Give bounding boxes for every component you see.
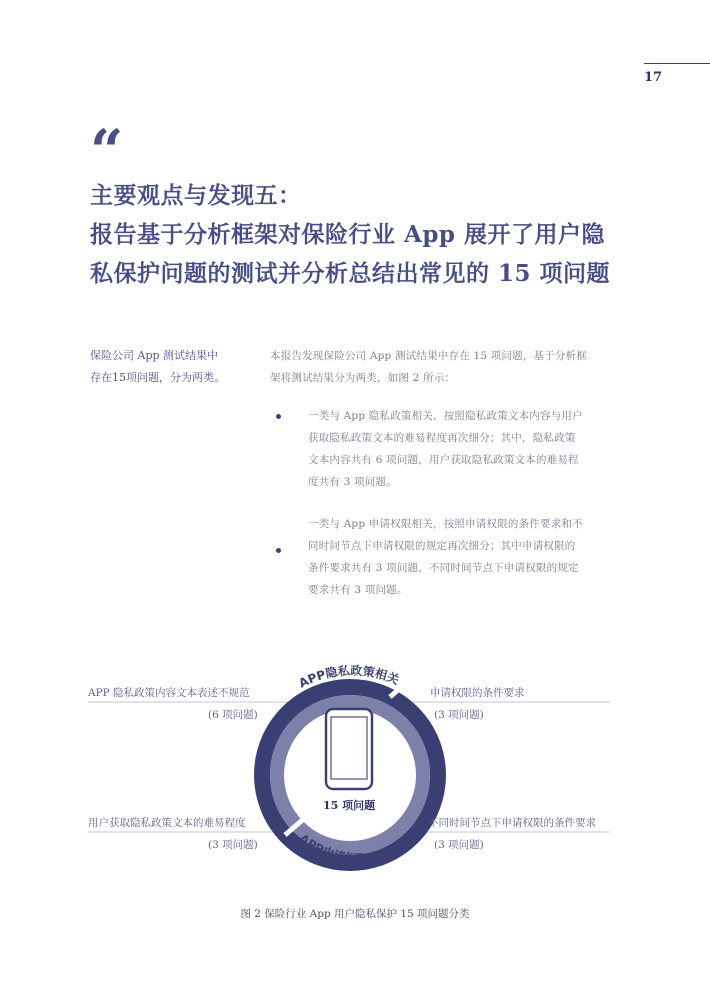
phone-icon bbox=[326, 709, 372, 789]
sidebar-line-2: 存在15项问题，分为两类。 bbox=[90, 371, 225, 384]
bullet-2-line-1: 一类与 App 申请权限相关，按照申请权限的条件要求和不 bbox=[308, 518, 583, 530]
figure-svg bbox=[80, 635, 625, 885]
center-label: 15 项问题 bbox=[323, 799, 376, 812]
count-bottom-left: (3 项问题) bbox=[208, 839, 258, 851]
bullet-1-line-2: 获取隐私政策文本的难易程度再次细分；其中，隐私政策 bbox=[308, 432, 576, 444]
figure-diagram bbox=[80, 635, 625, 885]
intro-line-1: 本报告发现保险公司 App 测试结果中存在 15 项问题，基于分析框 bbox=[270, 350, 588, 362]
figure-caption: 图 2 保险行业 App 用户隐私保护 15 项问题分类 bbox=[240, 908, 470, 920]
bullet-2-line-4: 要求共有 3 项问题。 bbox=[308, 584, 408, 596]
bullet-2-line-2: 同时间节点下申请权限的规定再次细分；其中申请权限的 bbox=[308, 540, 576, 552]
label-top-left: APP 隐私政策内容文本表述不规范 bbox=[88, 687, 250, 699]
heading-line-2: 报告基于分析框架对保险行业 App 展开了用户隐 bbox=[90, 221, 606, 248]
heading-line-3: 私保护问题的测试并分析总结出常见的 15 项问题 bbox=[90, 260, 611, 287]
intro-paragraph bbox=[270, 345, 620, 389]
intro-line-2: 架将测试结果分为两类，如图 2 所示： bbox=[270, 372, 456, 384]
page-rule bbox=[644, 63, 710, 64]
sidebar-summary bbox=[90, 345, 252, 389]
quote-mark: “ bbox=[90, 117, 124, 185]
count-top-left: (6 项问题) bbox=[208, 709, 258, 721]
page-number: 17 bbox=[644, 70, 663, 85]
sidebar-line-1: 保险公司 App 测试结果中 bbox=[90, 349, 219, 362]
arc-label-top: APP隐私政策相关 bbox=[296, 663, 402, 691]
heading-line-1: 主要观点与发现五： bbox=[90, 182, 302, 209]
bullet-1-line-3: 文本内容共有 6 项问题，用户获取隐私政策文本的难易程 bbox=[308, 454, 579, 466]
bullet-1 bbox=[308, 405, 618, 493]
arc-label-bottom: APP申请权限相关 bbox=[296, 831, 393, 867]
bullet-1-line-1: 一类与 App 隐私政策相关，按照隐私政策文本内容与用户 bbox=[308, 410, 583, 422]
label-bottom-right: 不同时间节点下申请权限的条件要求 bbox=[428, 817, 596, 829]
label-top-right: 申请权限的条件要求 bbox=[430, 687, 525, 699]
bullet-1-line-4: 度共有 3 项问题。 bbox=[308, 476, 397, 488]
bullet-2-line-3: 条件要求共有 3 项问题，不同时间节点下申请权限的规定 bbox=[308, 562, 579, 574]
bullet-dot-2 bbox=[276, 548, 281, 553]
count-bottom-right: (3 项问题) bbox=[434, 839, 484, 851]
label-bottom-left: 用户获取隐私政策文本的难易程度 bbox=[88, 817, 246, 829]
bullet-dot-1 bbox=[276, 414, 281, 419]
bullet-2 bbox=[308, 513, 618, 601]
count-top-right: (3 项问题) bbox=[434, 709, 484, 721]
